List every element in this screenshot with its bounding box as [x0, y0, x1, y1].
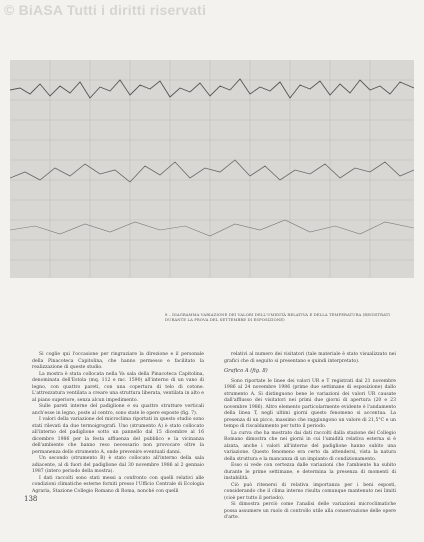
paragraph: Esso si vede con certezza dalle variazioni che l'ambiente ha subito durante le prime settimane, e determina la presenza di momenti di instabilità.	[224, 463, 396, 481]
chart-plot	[10, 60, 414, 278]
left-text-column	[32, 352, 204, 495]
paragraph: I valori della variazione del microclima riportati in questo studio sono stati rilevati da due termoigrografi. Uno (strumento A) è stato collocato all'interno del padiglione sotto un pannello dal 15 dicembre al 16 dicembre 1986 per la festa affluenza del pubblico e la vicinanza dell'ambiente che hanno reso necessario non provocare oltre la permanenza dello strumento A, onde prevenire eventuali danni.	[32, 417, 204, 455]
paragraph: La curva che ha mostrato dai dati raccolti dalla stazione del Collegio Romano dimostra che nei giorni in cui l'umidità relativa esterna si è alzata, anche i valori all'interno del padiglione hanno subìto una variazione. Questo fenomeno era certo da attendersi, vista la natura della struttura e la mancanza di un impianto di condizionamento.	[224, 430, 396, 462]
hygrothermograph-chart-figure	[10, 60, 414, 278]
paragraph: I dati raccolti sono stati messi a confronto con quelli relativi alle condizioni climatiche esterne forniti presso l'Ufficio Centrale di Ecologia Agraria, Stazione Collegio Romano di Roma, nonché con quelli	[32, 475, 204, 494]
page-number: 138	[24, 495, 38, 503]
paragraph: Ciò può ritenersi di relativa importanza per i beni esposti, considerando che il clima interno risulta comunque mantenuto nei limiti (cioè per tutto il periodo).	[224, 482, 396, 501]
paragraph: Sulle pareti interne del padiglione e su quattro strutture verticali anch'esse in legno, poste al centro, sono state le opere esposte (fig. 7).	[32, 404, 204, 416]
paragraph: La mostra è stata collocata nella Va sala della Pinacoteca Capitolina, denominata dell'Estola (mq. 112 e mc. 1590) all'interno di un vano di legno, con quattro pareti, con una copertura di telo di cotone. L'attrezzatura ventilata a creare una struttura liberata, ventilata in alto e al piano superiore, senza alcun impedimento.	[32, 371, 204, 403]
paragraph: relativi al numero dei visitatori (tale materiale è stato visualizzato nei grafici che di seguito si presentano e quindi interpretato).	[224, 352, 396, 364]
paragraph: Un secondo (strumento B) è stato collocato all'interno della sala adiacente, al di fuori del padiglione dal 30 novembre 1986 al 2 gennaio 1987 (intero periodo della mostra).	[32, 456, 204, 474]
section-heading: Grafico A (fig. 8)	[224, 368, 268, 374]
right-text-column	[224, 352, 396, 522]
paragraph: Si dimostra perciò come l'analisi delle variazioni microclimatiche possa assumere un ruolo di controllo utile alla conservazione delle opere d'arte.	[224, 502, 396, 520]
paragraph: Si coglie qui l'occasione per ringraziare la direzione e il personale della Pinacoteca Capitolina, che hanno permesso e facilitato la realizzazione di queste studio.	[32, 352, 204, 370]
watermark: © BiASA Tutti i diritti riservati	[4, 2, 207, 18]
paragraph: Sono riportate le linee dei valori UR e T registrati dal 21 novembre 1986 al 24 novembre 1986 (prime due settimane di esposizione) dallo strumento A. Si distinguono bene le variazioni dei valori UR causate dall'afflusso dei visitatori nei primi due giorni di apertura (20 e 23 novembre 1986). Altro elemento particolarmente evidente è l'andamento della linea T, negli ultimi giorni questo fenomeno si accentua. La presenza di un picco, massimo che raggiungono un valore di 21,5°C e un tempo di riscaldamento per tutto il periodo.	[224, 378, 396, 429]
figure-caption: 8 – DIAGRAMMA VARIAZIONE DEI VALORI DELL'UMIDITÀ RELATIVA E DELLA TEMPERATURA (REGISTRATI DURANTE LA PROVA DEL SETTEMBRE DI ESPOSIZIONE)	[165, 312, 390, 323]
